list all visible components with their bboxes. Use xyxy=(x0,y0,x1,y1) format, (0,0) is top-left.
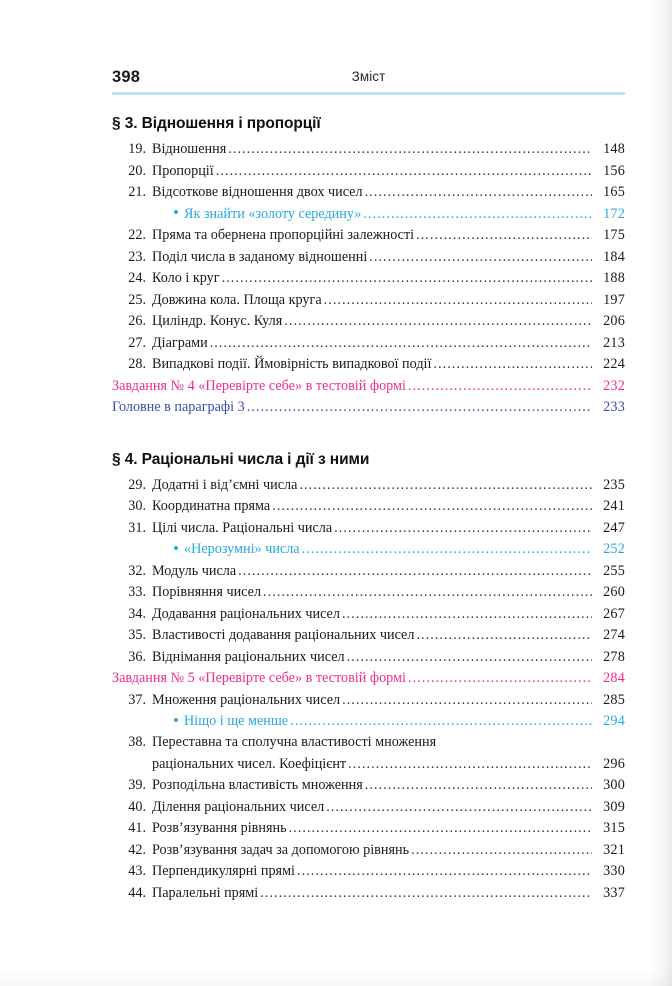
dot-leader xyxy=(247,397,592,419)
entry-title: Діаграми xyxy=(152,334,208,351)
entry-page-number: 294 xyxy=(603,713,625,729)
dot-leader xyxy=(302,539,592,561)
entry-number: 29. xyxy=(128,476,146,493)
contents-entry[interactable] xyxy=(112,840,625,862)
entry-page-number: 235 xyxy=(603,476,625,493)
bullet-dot-icon xyxy=(174,718,178,722)
dot-leader xyxy=(369,247,592,269)
entry-page-number: 213 xyxy=(603,334,625,351)
entry-page-number: 330 xyxy=(603,863,625,879)
entry-title: Завдання № 5 «Перевірте себе» в тестовій формі xyxy=(112,670,406,686)
contents-entry[interactable] xyxy=(112,861,625,883)
running-header xyxy=(112,68,625,98)
contents-entry[interactable] xyxy=(112,247,625,269)
entry-number: 27. xyxy=(128,334,146,351)
contents-entry[interactable] xyxy=(112,182,625,204)
entry-title: Переставна та сполучна властивості множення xyxy=(152,734,437,750)
entry-title: Ділення раціональних чисел xyxy=(152,798,325,815)
entry-page-number: 274 xyxy=(603,627,625,643)
entry-title: Довжина кола. Площа круга xyxy=(152,291,322,308)
dot-leader xyxy=(408,376,592,398)
entry-title-text: «Нерозумні» числа xyxy=(184,541,300,557)
entry-page-number: 267 xyxy=(603,605,625,622)
contents-entry[interactable] xyxy=(112,475,625,497)
contents-entry[interactable] xyxy=(112,647,625,669)
entry-number: 43. xyxy=(128,863,146,879)
entry-page-number: 172 xyxy=(603,205,625,222)
entry-page-number: 252 xyxy=(603,541,625,557)
dot-leader xyxy=(216,161,592,183)
entry-number: 20. xyxy=(128,162,146,179)
entry-number: 28. xyxy=(128,356,146,372)
entry-title: Додатні і від’ємні числа xyxy=(152,476,298,493)
section-heading: § 3. Відношення і пропорції xyxy=(112,115,321,132)
bullet-dot-icon xyxy=(174,546,178,550)
entry-page-number: 260 xyxy=(603,584,625,600)
contents-entry[interactable] xyxy=(112,539,625,561)
entry-number: 31. xyxy=(128,519,146,536)
header-divider-rule xyxy=(112,92,625,95)
entry-number: 30. xyxy=(128,498,146,514)
entry-page-number: 188 xyxy=(603,270,625,286)
entry-page-number: 321 xyxy=(603,841,625,858)
entry-page-number: 232 xyxy=(603,377,625,394)
entry-number: 32. xyxy=(128,562,146,579)
contents-entry[interactable] xyxy=(112,690,625,712)
bullet-dot-icon xyxy=(174,210,178,214)
dot-leader xyxy=(433,354,592,376)
contents-entry[interactable] xyxy=(112,625,625,647)
dot-leader xyxy=(290,711,592,733)
contents-entry[interactable] xyxy=(112,518,625,540)
entry-number: 25. xyxy=(128,291,146,308)
entry-number: 26. xyxy=(128,313,146,329)
entry-title: Модуль числа xyxy=(152,562,237,579)
entry-title-text: Ніщо і ще менше xyxy=(184,713,289,729)
entry-page-number: 309 xyxy=(603,798,625,815)
contents-entry[interactable] xyxy=(112,754,625,776)
contents-entry[interactable] xyxy=(112,354,625,376)
dot-leader xyxy=(228,139,592,161)
dot-leader xyxy=(348,754,592,776)
section-heading: § 4. Раціональні числа і дії з ними xyxy=(112,450,370,468)
dot-leader xyxy=(326,797,592,819)
contents-entry[interactable] xyxy=(112,582,625,604)
entry-number: 39. xyxy=(128,777,146,793)
dot-leader xyxy=(342,690,592,712)
contents-entry-list xyxy=(112,475,625,905)
contents-entry[interactable] xyxy=(112,561,625,583)
contents-entry[interactable] xyxy=(112,333,625,355)
entry-title: Перпендикулярні прямі xyxy=(152,863,296,879)
dot-leader xyxy=(289,818,592,840)
contents-entry[interactable] xyxy=(112,139,625,161)
contents-entry[interactable] xyxy=(112,204,625,226)
entry-number: 38. xyxy=(128,734,146,750)
contents-entry[interactable] xyxy=(112,733,625,754)
entry-title: Додавання раціональних чисел xyxy=(152,605,340,622)
entry-title: Випадкові події. Ймовірність випадкової події xyxy=(152,356,432,372)
entry-number: 22. xyxy=(128,227,146,243)
contents-entry-list xyxy=(112,139,625,419)
entry-number: 36. xyxy=(128,648,146,665)
entry-page-number: 206 xyxy=(603,313,625,329)
entry-page-number: 184 xyxy=(603,248,625,265)
entry-page-number: 315 xyxy=(603,820,625,836)
contents-entry[interactable] xyxy=(112,225,625,247)
entry-title-text: Як знайти «золоту середину» xyxy=(184,205,362,222)
contents-entry[interactable] xyxy=(112,376,625,398)
entry-page-number: 233 xyxy=(603,399,625,415)
entry-page-number: 278 xyxy=(603,648,625,665)
entry-page-number: 284 xyxy=(603,670,625,686)
page-edge-shadow-bottom xyxy=(0,970,672,986)
page-content xyxy=(112,0,625,904)
dot-leader xyxy=(222,268,592,290)
entry-number: 37. xyxy=(128,691,146,708)
dot-leader xyxy=(299,475,592,497)
page-edge-shadow-right xyxy=(650,0,672,986)
entry-page-number: 300 xyxy=(603,777,625,793)
contents-entry[interactable] xyxy=(112,797,625,819)
dot-leader xyxy=(284,311,592,333)
contents-entry[interactable] xyxy=(112,397,625,419)
entry-title: Розв’язування задач за допомогою рівнянь xyxy=(152,841,410,858)
entry-page-number: 156 xyxy=(603,162,625,179)
entry-number: 21. xyxy=(128,184,146,200)
dot-leader xyxy=(365,182,592,204)
dot-leader xyxy=(324,290,592,312)
dot-leader xyxy=(365,775,592,797)
contents-entry[interactable] xyxy=(112,290,625,312)
contents-entry[interactable] xyxy=(112,604,625,626)
entry-number: 42. xyxy=(128,841,146,858)
dot-leader xyxy=(416,225,592,247)
entry-title: Коло і круг xyxy=(152,270,220,286)
contents-entry[interactable] xyxy=(112,883,625,905)
entry-number: 35. xyxy=(128,627,146,643)
entry-number: 40. xyxy=(128,798,146,815)
entry-page-number: 241 xyxy=(603,498,625,514)
entry-title: Пропорції xyxy=(152,162,214,179)
contents-entry[interactable] xyxy=(112,711,625,733)
running-header-title: Зміст xyxy=(351,69,386,84)
entry-number: 33. xyxy=(128,584,146,600)
dot-leader xyxy=(363,204,592,226)
entry-title: Поділ числа в заданому відношенні xyxy=(152,248,368,265)
entry-title: Паралельні прямі xyxy=(152,884,259,901)
contents-entry[interactable] xyxy=(112,161,625,183)
entry-title: Відсоткове відношення двох чисел xyxy=(152,184,363,200)
contents-entry[interactable] xyxy=(112,668,625,690)
entry-title xyxy=(152,204,361,226)
entry-page-number: 255 xyxy=(603,562,625,579)
entry-title: Пряма та обернена пропорційні залежності xyxy=(152,227,415,243)
dot-leader xyxy=(263,582,592,604)
entry-title: раціональних чисел. Коефіцієнт xyxy=(152,755,347,772)
entry-page-number: 197 xyxy=(603,291,625,308)
entry-number: 44. xyxy=(128,884,146,901)
dot-leader xyxy=(408,668,592,690)
entry-number: 41. xyxy=(128,820,146,836)
entry-title xyxy=(152,539,300,561)
entry-title: Віднімання раціональних чисел xyxy=(152,648,345,665)
dot-leader xyxy=(260,883,592,905)
entry-title: Завдання № 4 «Перевірте себе» в тестовій формі xyxy=(112,377,406,394)
entry-number: 19. xyxy=(128,141,146,157)
dot-leader xyxy=(272,496,592,518)
contents-entry[interactable] xyxy=(112,268,625,290)
dot-leader xyxy=(210,333,592,355)
contents-sections xyxy=(112,115,625,904)
entry-page-number: 247 xyxy=(603,519,625,536)
entry-title: Розподільна властивість множення xyxy=(152,777,363,793)
entry-number: 23. xyxy=(128,248,146,265)
entry-page-number: 224 xyxy=(603,356,625,372)
entry-page-number: 296 xyxy=(603,755,625,772)
entry-page-number: 148 xyxy=(603,141,625,157)
entry-title: Координатна пряма xyxy=(152,498,271,514)
dot-leader xyxy=(416,625,592,647)
entry-page-number: 165 xyxy=(603,184,625,200)
entry-number: 24. xyxy=(128,270,146,286)
entry-title: Розв’язування рівнянь xyxy=(152,820,287,836)
entry-page-number: 285 xyxy=(603,691,625,708)
entry-title: Головне в параграфі 3 xyxy=(112,399,245,415)
entry-page-number: 175 xyxy=(603,227,625,243)
entry-title: Циліндр. Конус. Куля xyxy=(152,313,283,329)
entry-title: Цілі числа. Раціональні числа xyxy=(152,519,333,536)
dot-leader xyxy=(238,561,592,583)
folio-page-number: 398 xyxy=(112,68,141,86)
contents-entry[interactable] xyxy=(112,775,625,797)
dot-leader xyxy=(334,518,592,540)
contents-entry[interactable] xyxy=(112,496,625,518)
entry-title: Властивості додавання раціональних чисел xyxy=(152,627,415,643)
entry-page-number: 337 xyxy=(603,884,625,901)
dot-leader xyxy=(342,604,592,626)
dot-leader xyxy=(411,840,592,862)
entry-title: Порівняння чисел xyxy=(152,584,262,600)
entry-number: 34. xyxy=(128,605,146,622)
dot-leader xyxy=(347,647,592,669)
entry-title xyxy=(152,711,288,733)
contents-entry[interactable] xyxy=(112,311,625,333)
contents-entry[interactable] xyxy=(112,818,625,840)
entry-title: Множення раціональних чисел xyxy=(152,691,341,708)
entry-title: Відношення xyxy=(152,141,227,157)
dot-leader xyxy=(297,861,592,883)
